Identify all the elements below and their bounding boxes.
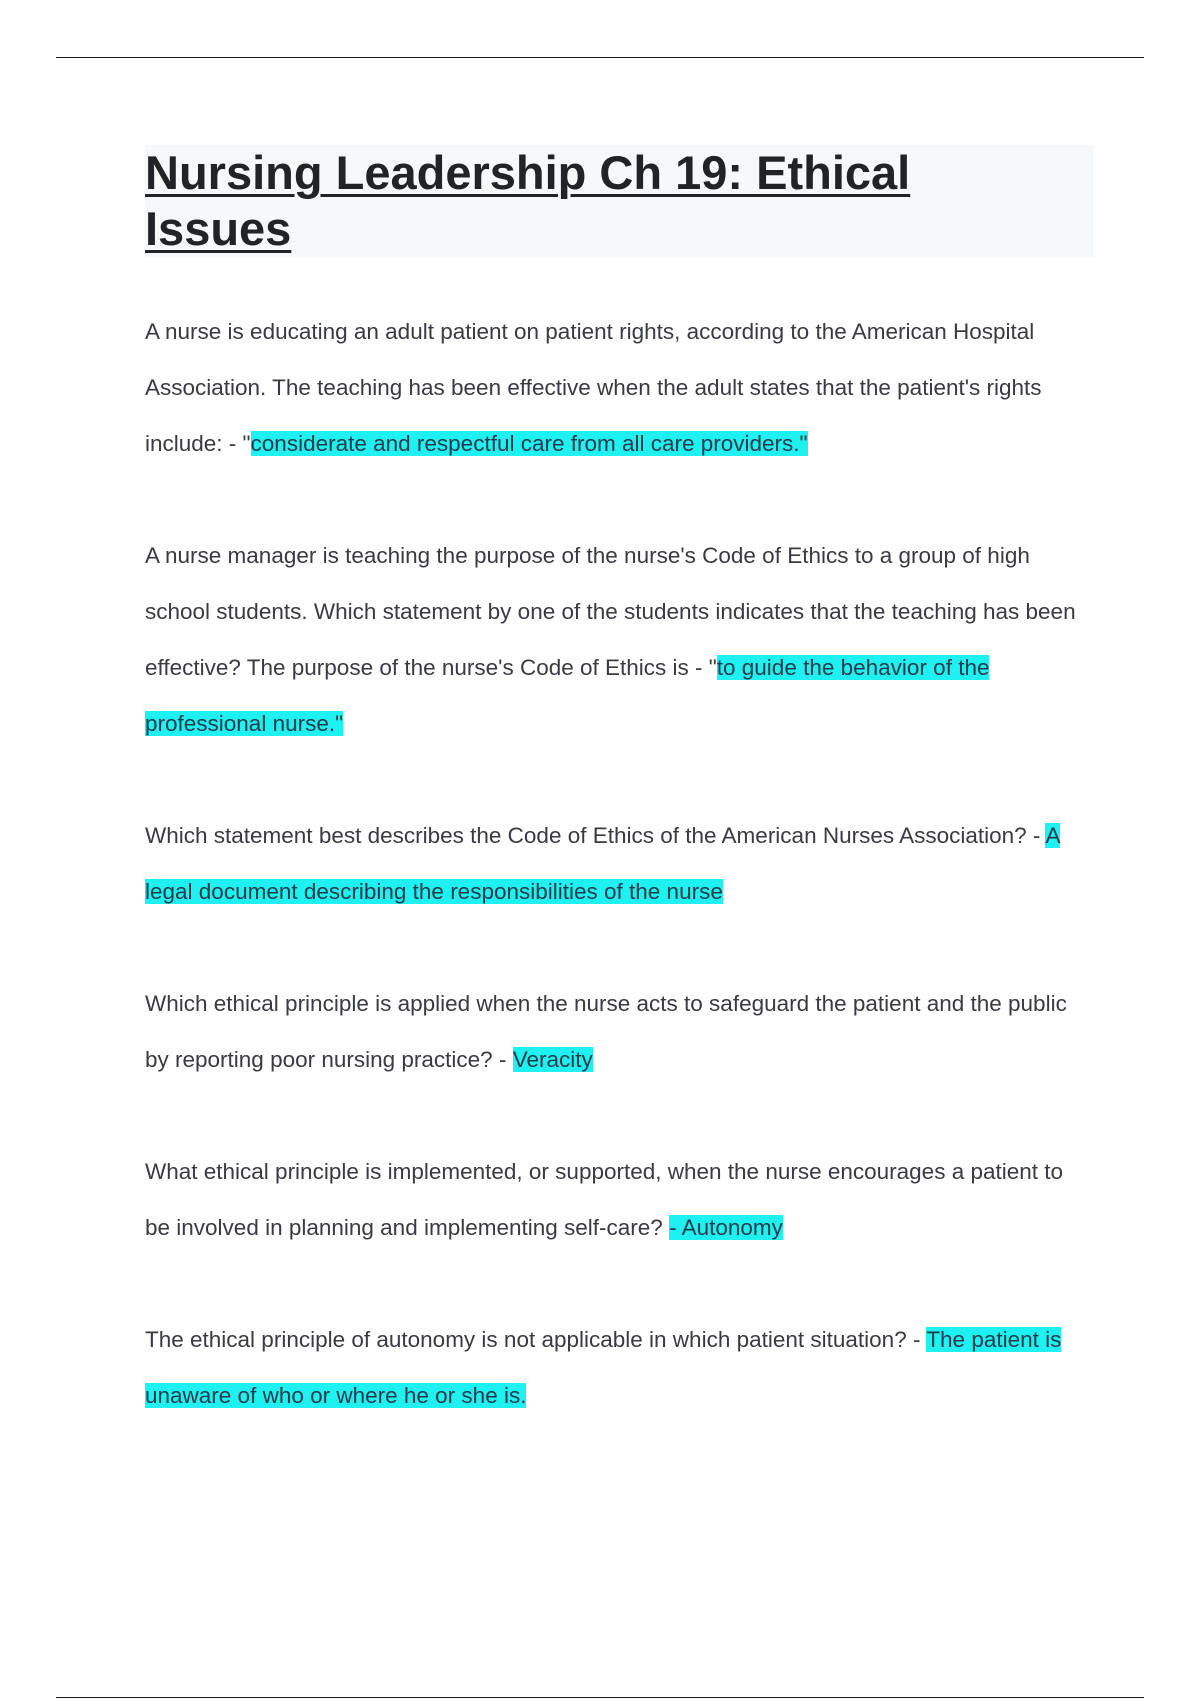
question-item <box>145 1144 1093 1256</box>
highlighted-answer: A legal document describing the responsibilities of the nurse <box>145 823 1061 904</box>
document-page <box>145 145 1093 1480</box>
highlighted-answer: - Autonomy <box>669 1215 783 1240</box>
bottom-rule <box>56 1697 1144 1698</box>
top-rule <box>56 57 1144 58</box>
question-item <box>145 808 1093 920</box>
highlighted-answer: considerate and respectful care from all care providers." <box>250 431 808 456</box>
highlighted-answer: Veracity <box>512 1047 593 1072</box>
question-item <box>145 976 1093 1088</box>
question-item <box>145 528 1093 752</box>
question-item <box>145 304 1093 472</box>
highlighted-answer: to guide the behavior of the professional nurse." <box>145 655 990 736</box>
question-text: A nurse is educating an adult patient on patient rights, according to the American Hospital Association. The teaching has been effective when the adult states that the patient's rights include: - " <box>145 319 1042 456</box>
question-text: The ethical principle of autonomy is not applicable in which patient situation? - <box>145 1327 927 1352</box>
question-text: Which statement best describes the Code of Ethics of the American Nurses Association? - <box>145 823 1046 848</box>
question-item <box>145 1312 1093 1424</box>
title-band <box>145 145 1093 257</box>
page-title: Nursing Leadership Ch 19: Ethical Issues <box>145 146 911 255</box>
question-text: A nurse manager is teaching the purpose of the nurse's Code of Ethics to a group of high school students. Which statement by one of the students indicates that the teaching has been effective? The purpose of the nurse's Code of Ethics is - " <box>145 543 1076 680</box>
question-text: What ethical principle is implemented, or supported, when the nurse encourages a patient to be involved in planning and implementing self-care? <box>145 1159 1064 1240</box>
question-text: Which ethical principle is applied when the nurse acts to safeguard the patient and the public by reporting poor nursing practice? - <box>145 991 1067 1072</box>
question-list <box>145 304 1093 1424</box>
highlighted-answer: The patient is unaware of who or where he or she is. <box>145 1327 1062 1408</box>
